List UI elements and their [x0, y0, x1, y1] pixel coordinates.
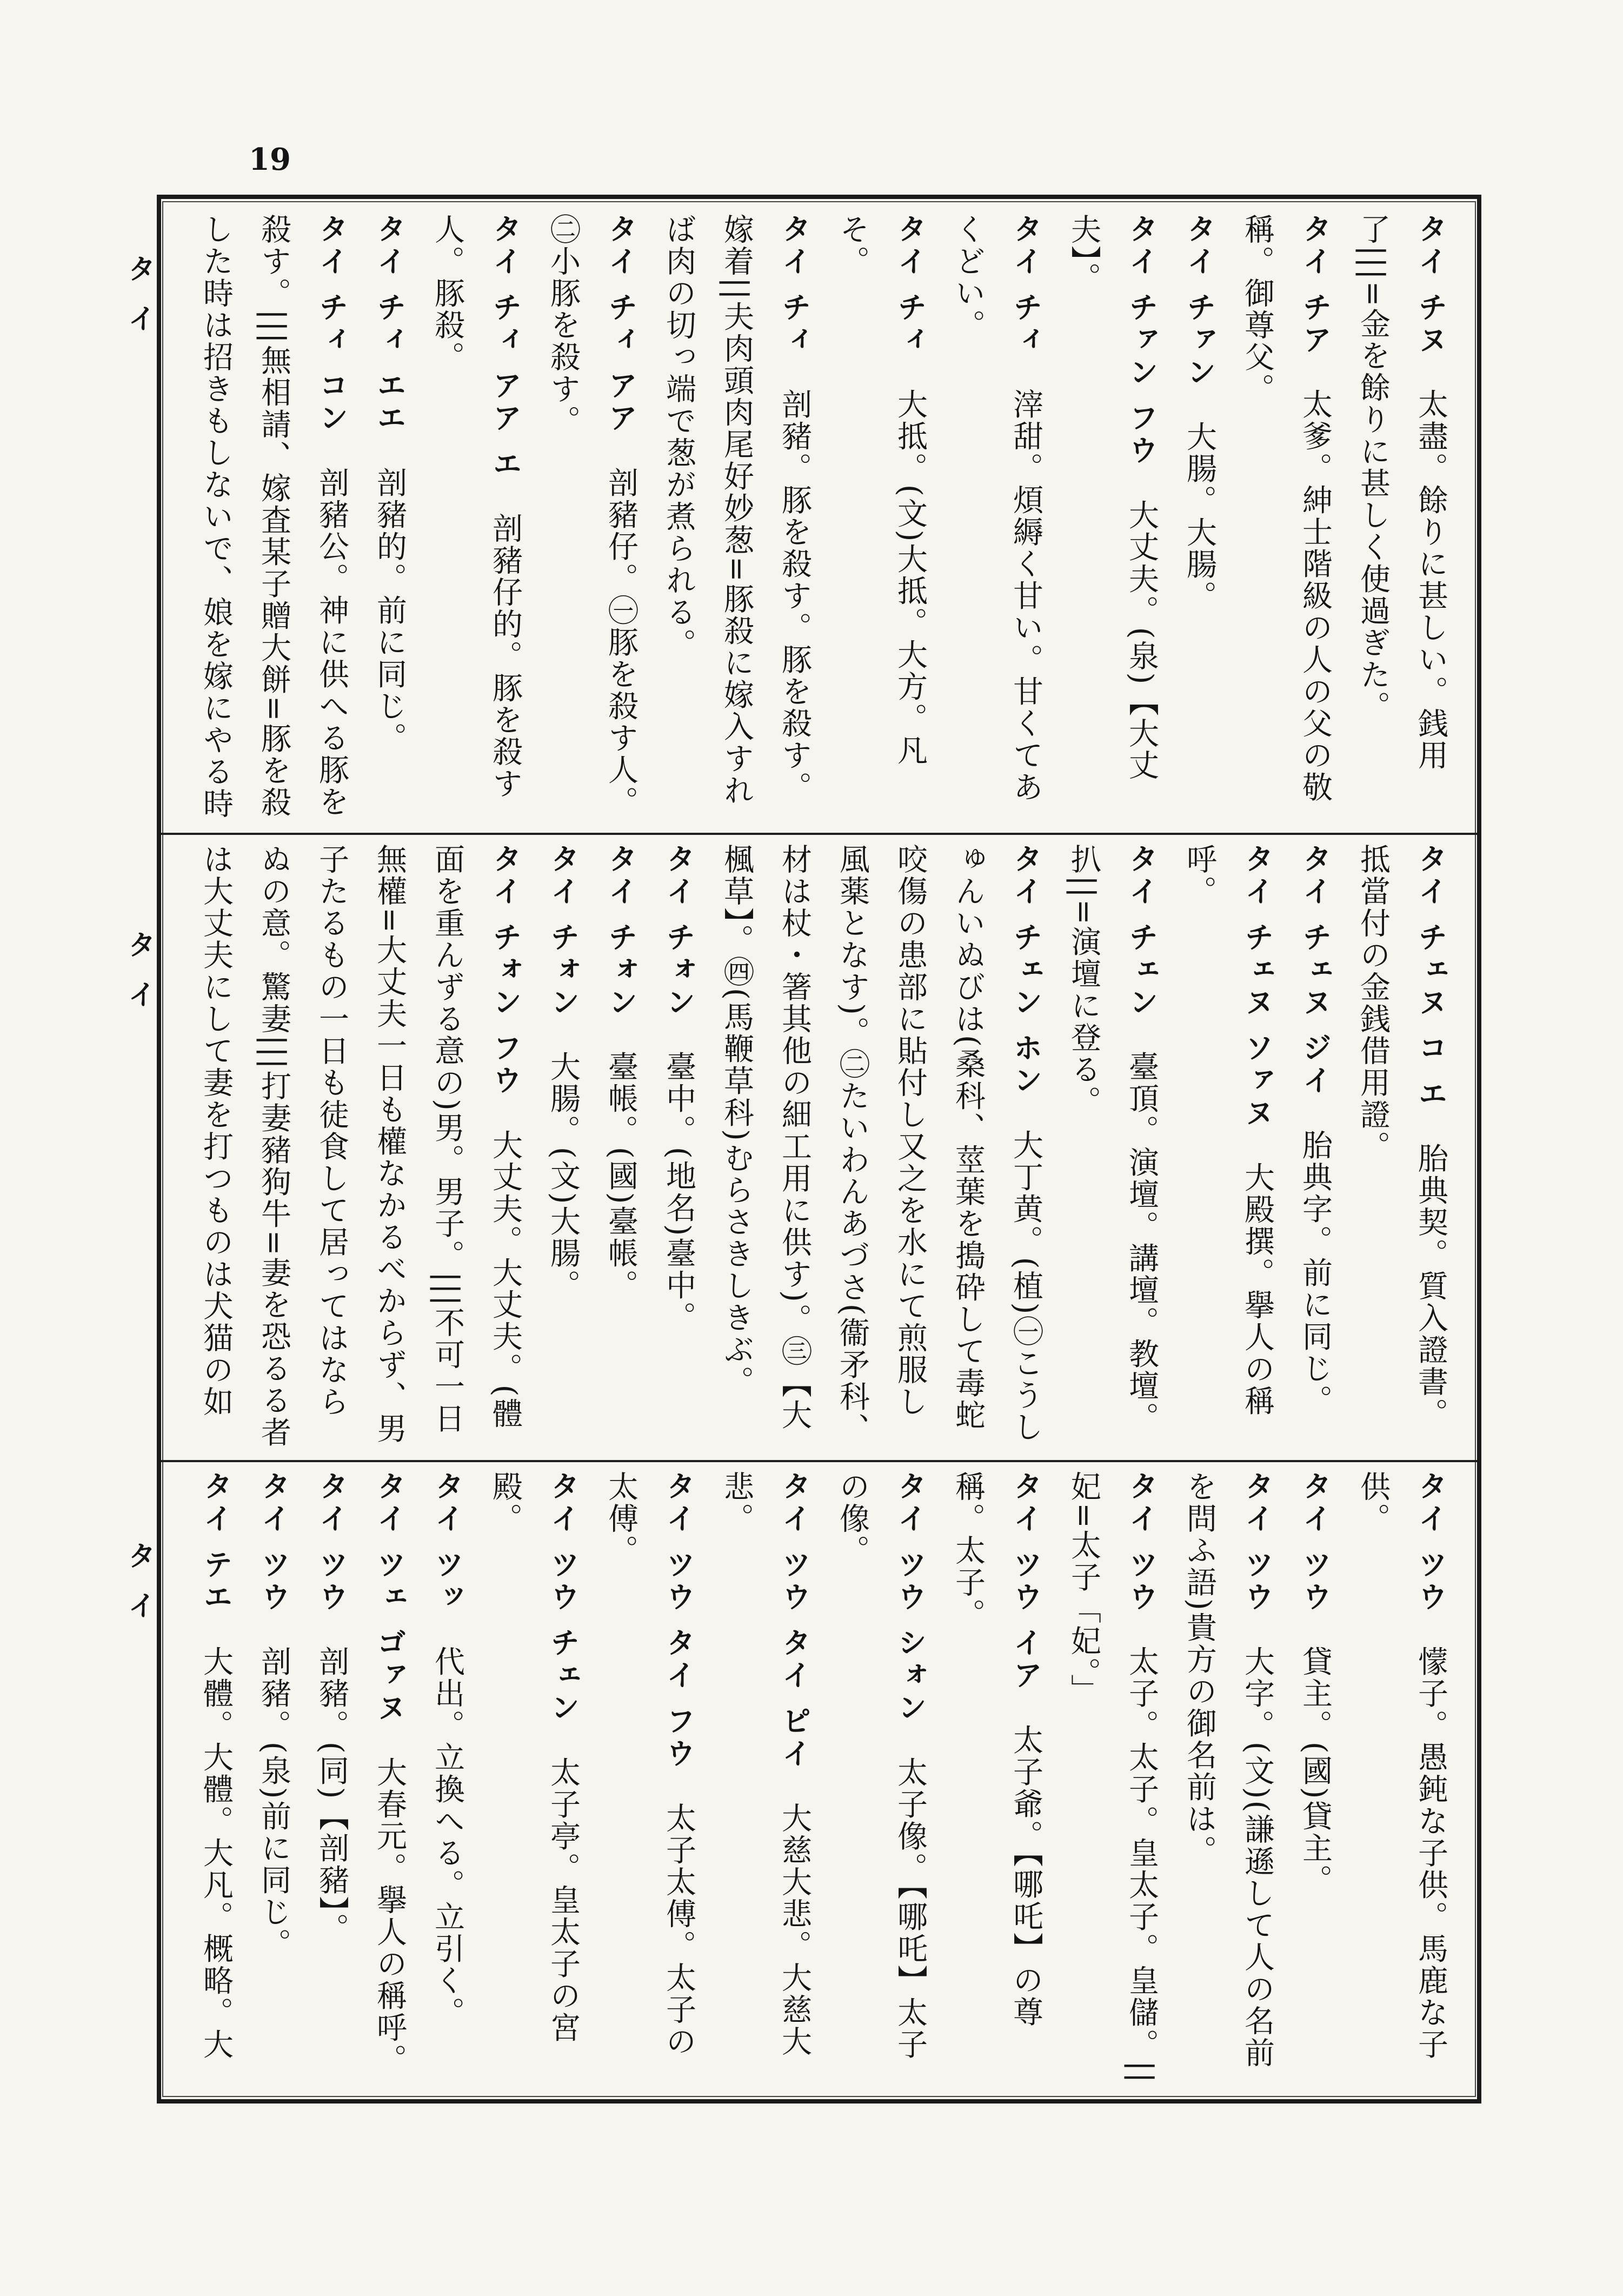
entry-definition: 大丈夫。大丈夫。(體面を重んずる意の)男。男子。|||不可一日無權=大丈夫一日も權なかるべからず、男子たるもの一日も徒食して居ってはならぬの意。驚妻|||打妻豬狗牛=妻を恐るる者は大丈夫にして妻を打つものは犬猫の如 — [198, 844, 523, 1449]
entry-definition: 貸主。(國)貸主。 — [1298, 1645, 1333, 1896]
entry — [361, 214, 418, 822]
entry-definition: 代出。立換へる。立引く。 — [430, 1645, 465, 2029]
entry-definition: 剖豬公。神に供へる豚を殺す。|||無相請、嫁査某子贈大餅=豚を殺した時は招きもしないで、娘を嫁にやる時 — [198, 214, 349, 820]
entry — [178, 214, 361, 822]
entry-head: タイ チア — [1298, 214, 1332, 357]
entry-definition: 大殿撰。擧人の稱呼。 — [1182, 844, 1275, 1417]
entry — [1344, 844, 1460, 1449]
entry-head: タイ チォン — [604, 844, 638, 1019]
entry — [939, 1471, 1055, 2087]
entry — [245, 1471, 303, 2087]
entry-definition: 太子像。【哪吒】太子の像。 — [835, 1471, 928, 2061]
entry — [418, 214, 534, 822]
entry-head: タイ チァン — [1182, 214, 1216, 389]
entry — [592, 1471, 708, 2087]
entry-head: タイ チェヌ ソァヌ — [1240, 844, 1274, 1130]
entry-definition: 大腸。大腸。 — [1182, 421, 1217, 613]
entry-definition: 大腸。(文)大腸。 — [546, 1051, 581, 1302]
entry-head: タイ ツウ — [1125, 1471, 1159, 1614]
entry-head: タイ チォン — [546, 844, 580, 1019]
entry — [534, 214, 650, 822]
entry-head: タイ ツウ — [1240, 1471, 1274, 1614]
entry-head: タイ チェン ホン — [1009, 844, 1043, 1098]
entry-definition: 大慈大悲。大慈大悲。 — [719, 1471, 812, 2058]
entry — [1055, 1471, 1170, 2087]
entry-definition: 臺中。(地名)臺中。 — [661, 1051, 696, 1333]
entry-definition: 大丈夫。(泉)【大丈夫】。 — [1066, 214, 1159, 782]
entry-head: タイ チォン フウ — [488, 844, 522, 1098]
entry-head: タイ ツウ タイ ピイ — [777, 1471, 812, 1771]
entry-definition: 大春元。擧人の稱呼。 — [372, 1756, 407, 2076]
entry-head: タイ ツウ — [1298, 1471, 1332, 1614]
tier-middle-content — [178, 844, 1460, 1449]
page-number: 19 — [249, 142, 291, 177]
entry — [303, 1471, 361, 2087]
entry-definition: 大體。大體。大凡。概略。大 — [198, 1645, 234, 2061]
entry-head: タイ チヌ — [1414, 214, 1448, 357]
entry — [592, 844, 650, 1449]
entry-head: タイ ツッ — [430, 1471, 464, 1614]
entry — [1344, 214, 1460, 822]
entry-definition: 剖豬仔的。豚を殺す人。豚殺。 — [430, 214, 523, 800]
entry-definition: 太子爺。【哪吒】の尊稱。太子。 — [950, 1471, 1043, 2028]
entry-definition: 滓甜。煩縟く甘い。甘くてあくどい。 — [950, 214, 1043, 804]
entry-head: タイ ツウ タイ フウ — [662, 1471, 696, 1771]
entry — [178, 1471, 245, 2087]
entry-head: タイ チィ コン — [315, 214, 349, 435]
entry-definition: 大抵。(文)大抵。大方。凡そ。 — [835, 214, 928, 767]
entry-head: タイ テエ — [199, 1471, 233, 1614]
entry-definition: 胎典契。質入證書。抵當付の金銭借用證。 — [1355, 844, 1448, 1430]
entry-head: タイ ツウ — [257, 1471, 291, 1614]
entry-definition: 臺頂。演壇。講壇。教壇。扒||=演壇に登る。 — [1066, 844, 1159, 1434]
entry-definition: 太爹。紳士階級の人の父の敬稱。御尊父。 — [1240, 214, 1333, 804]
entry — [1055, 844, 1170, 1449]
entry — [650, 214, 823, 822]
entry — [476, 1471, 592, 2087]
tier-divider-1 — [161, 833, 1477, 835]
entry — [1055, 214, 1170, 822]
entry-definition: 大丁黄。(植)㊀こうしゅんいぬびは(桑科、莖葉を搗砕して毒蛇咬傷の患部に貼付し又之を水にて煎服し風薬となす)。㊁たいわんあづさ(衞矛科、材は杖・箸其他の細工用に供す)。㊂【大楓草】。㊃(馬鞭草科)むらさきしきぶ。 — [719, 844, 1043, 1445]
entry — [1286, 844, 1344, 1449]
tier-top — [178, 214, 1460, 822]
entry — [939, 214, 1055, 822]
tier-bottom — [178, 1471, 1460, 2087]
entry — [823, 214, 939, 822]
entry-head: タイ チェン — [1125, 844, 1159, 1019]
tier-divider-2 — [161, 1460, 1477, 1462]
side-label-middle: タイ — [123, 930, 155, 1030]
entry — [708, 1471, 823, 2087]
entry-definition: 懞子。愚鈍な子供。馬鹿な子供。 — [1355, 1471, 1448, 2061]
entry-head: タイ ツウ — [315, 1471, 349, 1614]
entry-definition: 太子太傅。太子の太傅。 — [603, 1471, 696, 2058]
entry — [1286, 1471, 1344, 2087]
entry-head: タイ チィ アア — [604, 214, 638, 435]
entry-head: タイ ツウ シォン — [893, 1471, 927, 1725]
entry-definition: 剖豬仔。㊀豚を殺す人。㊁小豚を殺す。 — [546, 214, 638, 818]
entry-head: タイ ツェ ゴァヌ — [373, 1471, 407, 1725]
tier-middle — [178, 844, 1460, 1449]
entry — [534, 844, 592, 1449]
entry-definition: 胎典字。前に同じ。 — [1298, 1129, 1333, 1417]
entry — [1170, 844, 1286, 1449]
entry-definition: 剖豬。(泉)前に同じ。 — [256, 1645, 291, 1960]
entry-head: タイ チィ アア エ — [488, 214, 522, 481]
entry-definition: 剖豬。豚を殺す。豚を殺す。嫁着||夫肉頭肉尾好妙葱=豚殺に嫁入すれば肉の切っ端で葱が煮られる。 — [661, 214, 812, 807]
entry — [823, 1471, 939, 2087]
entry-definition: 大字。(文)(謙遜して人の名前を問ふ語)貴方の御名前は。 — [1182, 1471, 1275, 2069]
entry — [650, 844, 708, 1449]
entry — [418, 1471, 476, 2087]
entry-head: タイ チェヌ ジイ — [1298, 844, 1332, 1098]
entry-head: タイ チィ — [893, 214, 927, 357]
tier-bottom-content — [178, 1471, 1460, 2087]
entry-head: タイ チォン — [662, 844, 696, 1019]
entry-head: タイ チァン フウ — [1125, 214, 1159, 468]
entry-head: タイ チィ エエ — [373, 214, 407, 435]
entry-definition: 剖豬的。前に同じ。 — [372, 467, 407, 754]
tier-top-content — [178, 214, 1460, 822]
entry — [178, 844, 534, 1449]
entry — [1228, 214, 1344, 822]
side-label-top: タイ — [123, 254, 155, 354]
entry-definition: 剖豬。(同)【剖豬】。 — [314, 1645, 349, 1945]
entry-head: タイ ツウ イア — [1009, 1471, 1043, 1693]
entry — [361, 1471, 418, 2087]
entry-head: タイ ツウ — [1414, 1471, 1448, 1614]
entry — [1344, 1471, 1460, 2087]
entry — [1170, 214, 1228, 822]
entry-head: タイ チィ — [777, 214, 812, 357]
entry-head: タイ チィ — [1009, 214, 1043, 357]
entry — [1170, 1471, 1286, 2087]
entry-definition: 臺帳。(國)臺帳。 — [603, 1051, 638, 1302]
entry-head: タイ チェヌ コ エ — [1414, 844, 1448, 1111]
side-label-bottom: タイ — [123, 1541, 155, 1641]
entry-head: タイ ツウ チェン — [546, 1471, 580, 1725]
entry-definition: 太子亭。皇太子の宮殿。 — [488, 1471, 581, 2044]
entry-definition: 太子。太子。皇太子。皇儲。||妃=太子「妃。」 — [1066, 1471, 1159, 2085]
entry — [708, 844, 1055, 1449]
entry-definition: 太盡。餘りに甚しい。銭用了|||=金を餘りに甚しく使過ぎた。 — [1355, 214, 1448, 772]
